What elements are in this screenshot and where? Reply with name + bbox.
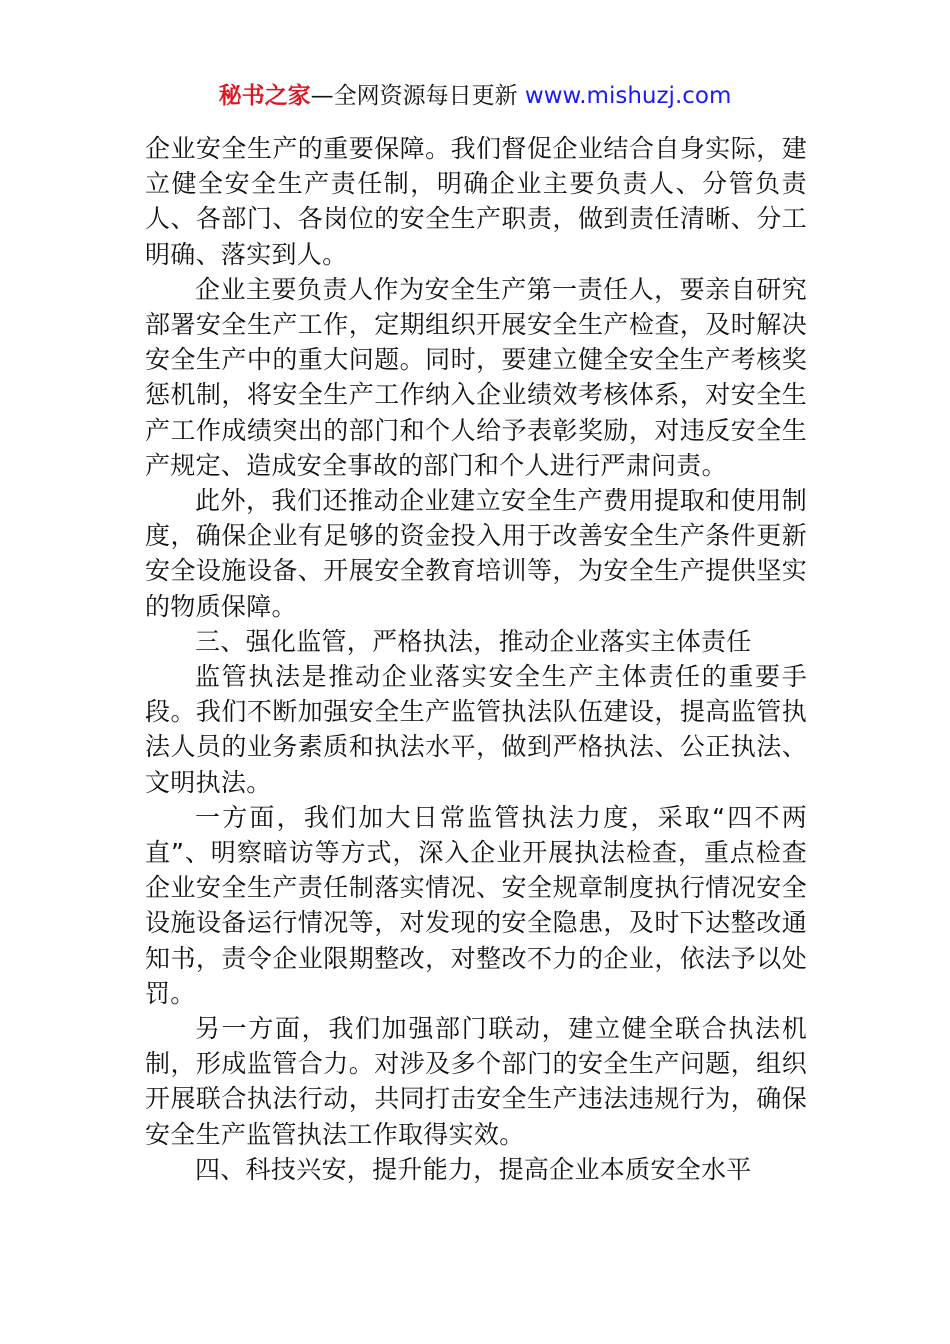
document-body xyxy=(145,131,807,1187)
paragraph: 企业主要负责人作为安全生产第一责任人，要亲自研究部署安全生产工作，定期组织开展安全生产检查，及时解决安全生产中的重大问题。同时，要建立健全安全生产考核奖惩机制，将安全生产工作纳入企业绩效考核体系，对安全生产工作成绩突出的部门和个人给予表彰奖励，对违反安全生产规定、造成安全事故的部门和个人进行严肃问责。 xyxy=(145,274,807,480)
paragraph: 另一方面，我们加强部门联动，建立健全联合执法机制，形成监管合力。对涉及多个部门的安全生产问题，组织开展联合执法行动，共同打击安全生产违法违规行为，确保安全生产监管执法工作取得实效。 xyxy=(145,1014,807,1149)
paragraph: 一方面，我们加大日常监管执法力度，采取“四不两直”、明察暗访等方式，深入企业开展执法检查，重点检查企业安全生产责任制落实情况、安全规章制度执行情况安全设施设备运行情况等，对发现的安全隐患，及时下达整改通知书，责令企业限期整改，对整改不力的企业，依法予以处罚。 xyxy=(145,802,807,1008)
page-header xyxy=(0,80,950,112)
website-link[interactable]: www.mishuzj.com xyxy=(524,83,732,109)
section-heading: 四、科技兴安，提升能力，提高企业本质安全水平 xyxy=(195,1154,752,1184)
brand-name: 秘书之家 xyxy=(218,83,311,109)
section-heading: 三、强化监管，严格执法，推动企业落实主体责任 xyxy=(195,626,752,656)
paragraph: 监管执法是推动企业落实安全生产主体责任的重要手段。我们不断加强安全生产监管执法队伍建设，提高监管执法人员的业务素质和执法水平，做到严格执法、公正执法、文明执法。 xyxy=(145,662,807,797)
paragraph: 此外，我们还推动企业建立安全生产费用提取和使用制度，确保企业有足够的资金投入用于改善安全生产条件更新安全设施设备、开展安全教育培训等，为安全生产提供坚实的物质保障。 xyxy=(145,486,807,621)
header-tagline: —全网资源每日更新 xyxy=(310,83,518,109)
paragraph-continuation: 企业安全生产的重要保障。我们督促企业结合自身实际，建立健全安全生产责任制，明确企业主要负责人、分管负责人、各部门、各岗位的安全生产职责，做到责任清晰、分工明确、落实到人。 xyxy=(145,134,807,269)
